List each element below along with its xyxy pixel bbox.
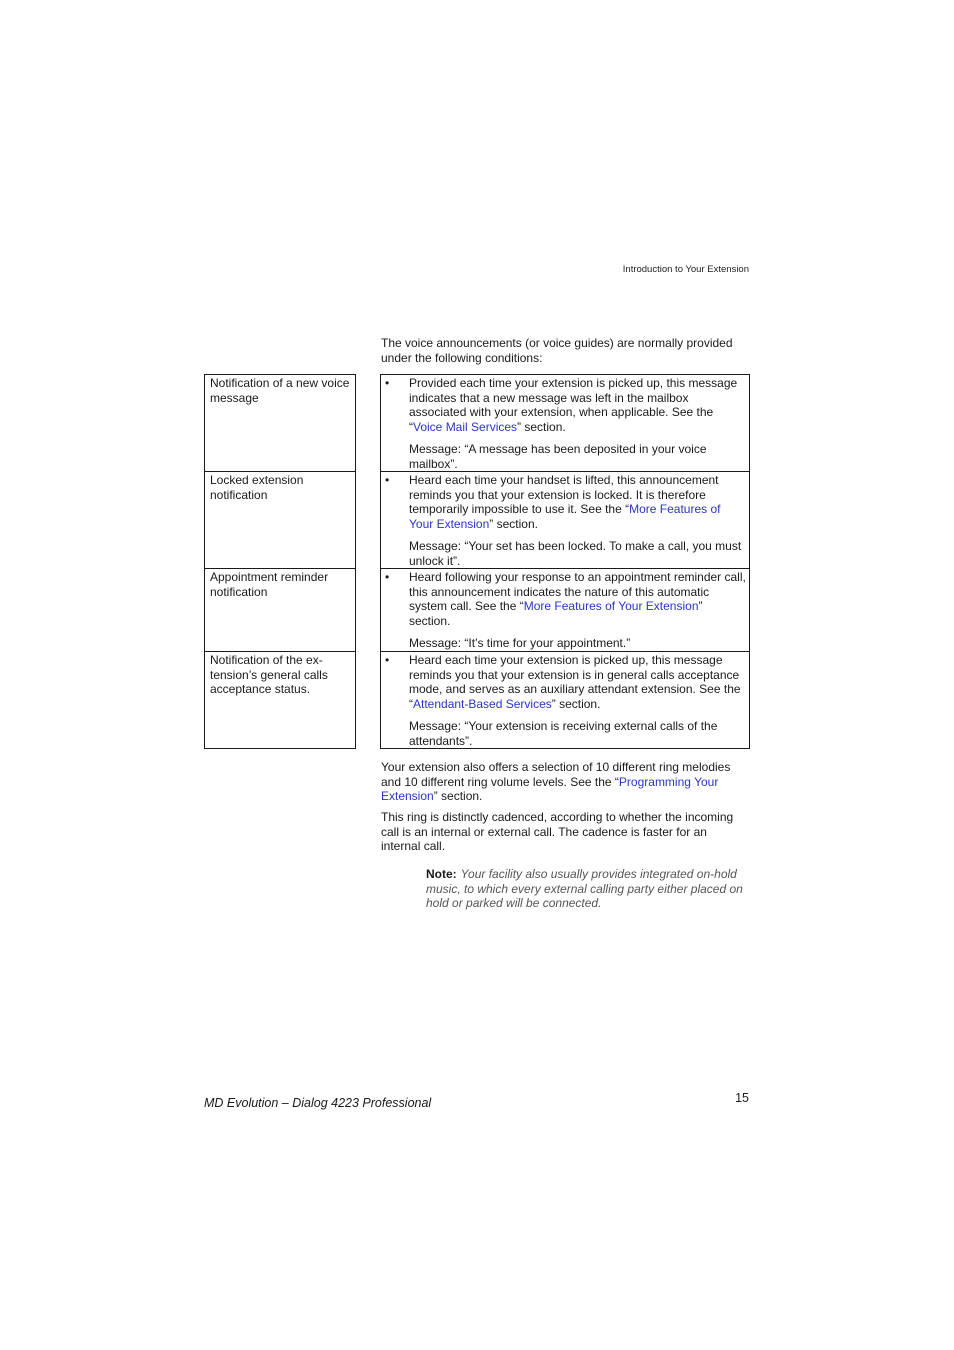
condition-description (409, 570, 747, 651)
condition-description (409, 653, 747, 748)
description-cell (380, 471, 750, 569)
running-header: Introduction to Your Extension (622, 264, 749, 275)
description-text-end: ” section. (409, 599, 703, 628)
link-attendant-based-services[interactable]: Attendant-Based Services (413, 696, 552, 711)
condition-label: Notification of the ex-tension’s general calls acceptance status. (210, 653, 328, 696)
description-cell (380, 374, 750, 472)
description-text: Heard each time your extension is picked up, this message reminds you that your extension is in general calls acceptance mode, and serves as an auxiliary attendant extension. See the “ (409, 653, 741, 711)
link-more-features[interactable]: More Features of Your Extension (523, 599, 699, 613)
bullet-icon: • (385, 473, 390, 487)
condition-label: Notification of a new voice message (210, 376, 350, 405)
description-text-end: ” section. (489, 516, 538, 531)
announcement-message: Message: “Your set has been locked. To make a call, you must unlock it”. (409, 539, 742, 568)
link-voice-mail-services[interactable]: Voice Mail Services (413, 419, 518, 434)
announcement-message: Message: “Your extension is receiving external calls of the attendants”. (409, 719, 718, 748)
description-text-end: ” section. (551, 696, 601, 711)
condition-label: Locked extension notification (210, 473, 304, 502)
condition-cell (204, 651, 356, 749)
condition-cell (204, 374, 356, 472)
note-text: Your facility also usually provides integrated on-hold music, to which every external calling party either placed on hold or parked will be connected. (426, 867, 743, 910)
announcement-message: Message: “A message has been deposited in your voice mailbox”. (409, 442, 707, 471)
bullet-icon: • (385, 376, 390, 390)
condition-cell (204, 471, 356, 569)
note-label: Note: (426, 867, 457, 881)
bullet-icon: • (385, 570, 390, 584)
description-cell (380, 651, 750, 749)
condition-label: Appointment reminder notification (210, 570, 329, 599)
intro-paragraph: The voice announcements (or voice guides) are normally provided under the following conditions: (381, 336, 733, 365)
ring-text-end: ” section. (433, 789, 483, 803)
description-text: Heard each time your handset is lifted, this announcement reminds you that your extension is locked. It is therefore temporarily impossible to use it. See the “ (409, 473, 719, 516)
condition-description (409, 376, 747, 471)
bullet-icon: • (385, 653, 390, 667)
cadence-paragraph: This ring is distinctly cadenced, according to whether the incoming call is an internal or external call. The cadence is faster for an internal call. (381, 810, 734, 853)
note-block (426, 867, 749, 911)
description-text: Heard following your response to an appointment reminder call, this announcement indicates the nature of this automatic system call. See the “ (409, 570, 746, 613)
condition-cell (204, 568, 356, 652)
footer-document-title: MD Evolution – Dialog 4223 Professional (204, 1096, 432, 1110)
description-text: Provided each time your extension is picked up, this message indicates that a new message was left in the mailbox associated with your extension, when applicable. See the “ (409, 376, 738, 434)
description-cell (380, 568, 750, 652)
condition-description (409, 473, 747, 568)
announcement-message: Message: “It’s time for your appointment.” (409, 636, 631, 650)
description-text-end: ” section. (517, 419, 566, 434)
link-programming-your-extension[interactable]: Programming Your Extension (381, 774, 719, 803)
ring-paragraph (381, 760, 749, 804)
ring-text: Your extension also offers a selection of 10 different ring melodies and 10 different ring volume levels. See the “ (381, 760, 731, 789)
link-more-features[interactable]: More Features of Your Extension (409, 502, 721, 531)
page-number: 15 (735, 1091, 749, 1105)
